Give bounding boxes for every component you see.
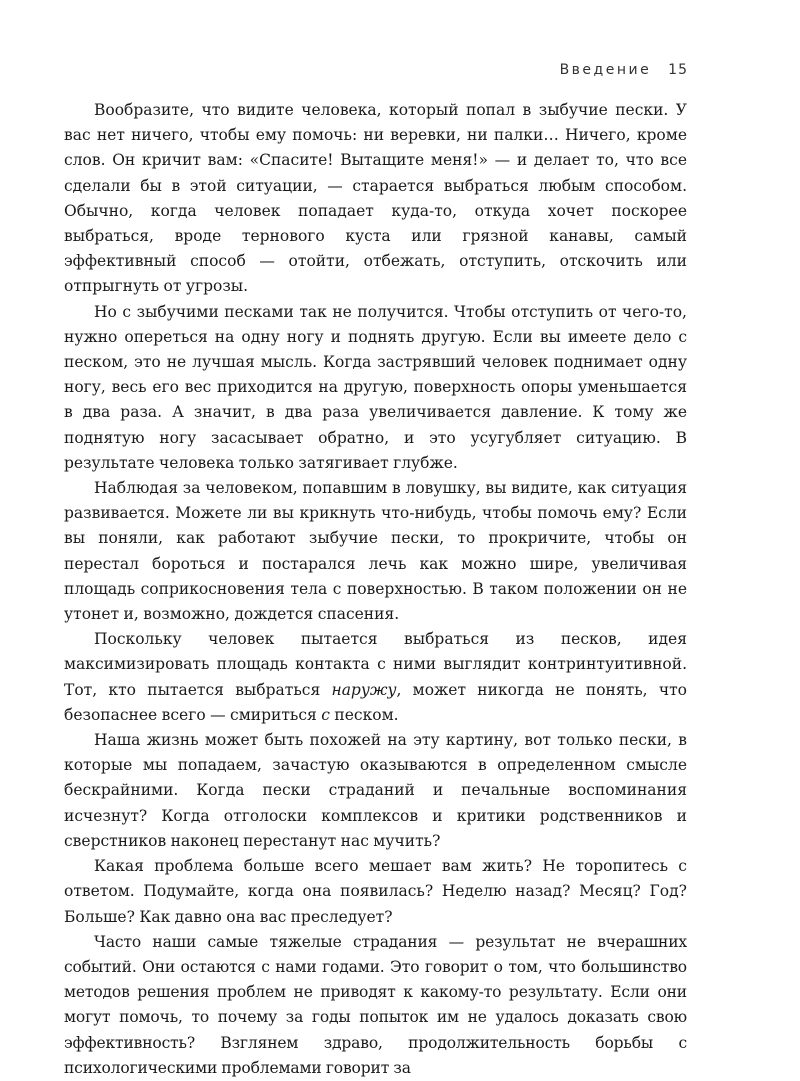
paragraph-text: , может никогда не понять, что безопаснее всего — смириться <box>64 680 687 724</box>
page-number: 15 <box>668 62 688 78</box>
section-title: Введение <box>559 62 652 78</box>
paragraph: Какая проблема больше всего мешает вам жить? Не торопитесь с ответом. Подумайте, когда она появилась? Неделю назад? Месяц? Год? Больше? Как давно она вас преследует? <box>64 857 687 926</box>
paragraph: Вообразите, что видите человека, который попал в зыбучие пески. У вас нет ничего, чтобы ему помочь: ни веревки, ни палки… Ничего, кроме слов. Он кричит вам: «Спасите! Вытащите меня!» — и делает то, что все сделали бы в этой ситуации, — старается выбраться любым способом. Обычно, когда человек попадает куда-то, откуда хочет поскорее выбраться, вроде тернового куста или грязной канавы, самый эффективный способ — отойти, отбежать, отступить, отскочить или отпрыгнуть от угрозы. <box>64 101 687 296</box>
emphasis-text: наружу <box>331 680 397 699</box>
paragraph-with-emphasis <box>64 627 687 728</box>
paragraph: Но с зыбучими песками так не получится. Чтобы отступить от чего-то, нужно опереться на одну ногу и поднять другую. Если вы имеете дело с песком, это не лучшая мысль. Когда застрявший человек поднимает одну ногу, весь его вес приходится на другую, поверхность опоры уменьшается в два раза. А значит, в два раза увеличивается давление. К тому же поднятую ногу засасывает обратно, и это усугубляет ситуацию. В результате человека только затягивает глубже. <box>64 302 687 472</box>
running-header <box>560 62 688 78</box>
paragraph-text: песком. <box>329 705 399 724</box>
emphasis-text: с <box>321 705 330 724</box>
paragraph: Наша жизнь может быть похожей на эту картину, вот только пески, в которые мы попадаем, зачастую оказываются в определенном смысле бескрайними. Когда пески страданий и печальные воспоминания исчезнут? Когда отголоски комплексов и критики родственников и сверстников наконец перестанут нас мучить? <box>64 731 687 850</box>
body-text <box>64 98 687 1081</box>
paragraph: Часто наши самые тяжелые страдания — результат не вчерашних событий. Они остаются с нами годами. Это говорит о том, что большинство методов решения проблем не приводят к какому-то результату. Если они могут помочь, то почему за годы попыток им не удалось доказать свою эффективность? Взглянем здраво, продолжительность борьбы с психологическими проблемами говорит за <box>64 932 687 1077</box>
paragraph: Наблюдая за человеком, попавшим в ловушку, вы видите, как ситуация развивается. Можете ли вы крикнуть что-нибудь, чтобы помочь ему? Если вы поняли, как работают зыбучие пески, то прокричите, чтобы он перестал бороться и постарался лечь как можно шире, увеличивая площадь соприкосновения тела с поверхностью. В таком положении он не утонет и, возможно, дождется спасения. <box>64 479 687 624</box>
paragraph-text: Поскольку человек пытается выбраться из песков, идея максимизировать площадь контакта с ними выглядит контринтуитивной. Тот, кто пытается выбраться <box>64 630 687 699</box>
